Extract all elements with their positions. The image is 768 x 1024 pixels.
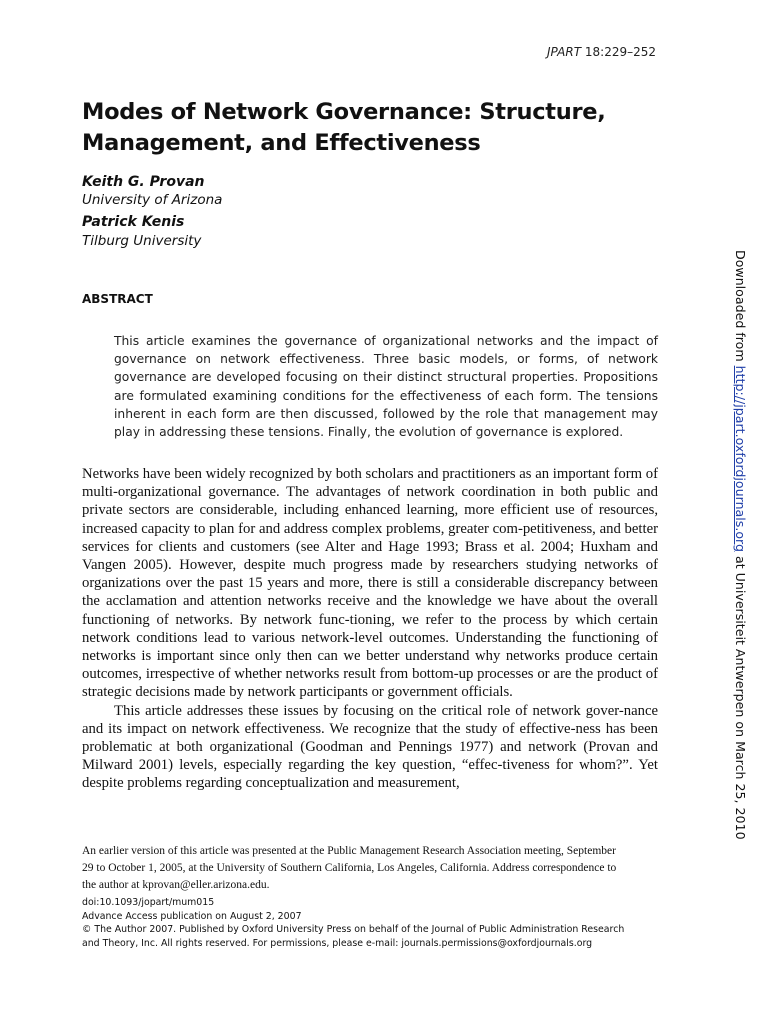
advance-access: Advance Access publication on August 2, 2007 [82,910,302,922]
volume-pages: 18:229–252 [584,45,656,59]
body-text [82,465,658,793]
author-affiliation-1: University of Arizona [82,192,223,208]
abstract-text: This article examines the governance of organizational networks and the impact of governance on network effectiveness. Three basic models, or forms, of network governance are developed focusing on their distinct structural properties. Propositions are formulated examining conditions for the effectiveness of each form. The tensions inherent in each form are then discussed, followed by the role that management may play in addressing these tensions. Finally, the evolution of governance is explored. [114,334,658,440]
article-title: Modes of Network Governance: Structure, Management, and Effectiveness [82,99,606,156]
body-paragraph-2: This article addresses these issues by focusing on the critical role of network gover-nance and its impact on network effectiveness. We recognize that the study of effective-ness has been problematic at both organizational (Goodman and Pennings 1977) and network (Provan and Milward 2001) levels, especially regarding the key question, “effec-tiveness for whom?”. Yet despite problems regarding conceptualization and measurement, [82,702,658,792]
author-name-1: Keith G. Provan [82,174,205,190]
doi: doi:10.1093/jopart/mum015 [82,897,215,908]
download-note-suffix: at Universiteit Antwerpen on March 25, 2010 [733,552,748,840]
author-name-2: Patrick Kenis [82,214,185,230]
abstract-heading: ABSTRACT [82,292,153,306]
journal-link[interactable]: http://jpart.oxfordjournals.org [733,365,748,552]
body-paragraph-1: Networks have been widely recognized by both scholars and practitioners as an important form of multi-organizational governance. The advantages of network coordination in both public and private sectors are considerable, including enhanced learning, more efficient use of resources, increased capacity to plan for and address complex problems, greater com-petitiveness, and better services for clients and customers (see Alter and Hage 1993; Brass et al. 2004; Huxham and Vangen 2005). However, despite much progress made by researchers studying networks of organizations over the past 15 years and more, there is still a considerable discrepancy between the acclamation and attention networks receive and the knowledge we have about the overall functioning of networks. By network func-tioning, we refer to the process by which certain network conditions lead to various network-level outcomes. Understanding the functioning of networks is important since only then can we better understand why networks produce certain outcomes, irrespective of whether networks result from bottom-up processes or are the product of strategic decisions made by network participants or government officials. [82,466,658,701]
copyright-line-2: and Theory, Inc. All rights reserved. For permissions, please e-mail: journals.permissions@oxfordjournals.org [82,937,593,949]
download-note-prefix: Downloaded from [733,250,748,366]
journal-name: JPART [546,45,582,59]
author-affiliation-2: Tilburg University [82,233,202,249]
download-note [733,250,748,840]
footnote: An earlier version of this article was presented at the Public Management Research Association meeting, September 29 to October 1, 2005, at the University of Southern California, Los Angeles, California. Address correspondence to the author at kprovan@eller.arizona.edu. [82,845,617,891]
journal-reference [547,45,656,59]
publication-info [82,896,662,950]
copyright-line-1: © The Author 2007. Published by Oxford University Press on behalf of the Journal of Public Administration Research [82,924,625,936]
